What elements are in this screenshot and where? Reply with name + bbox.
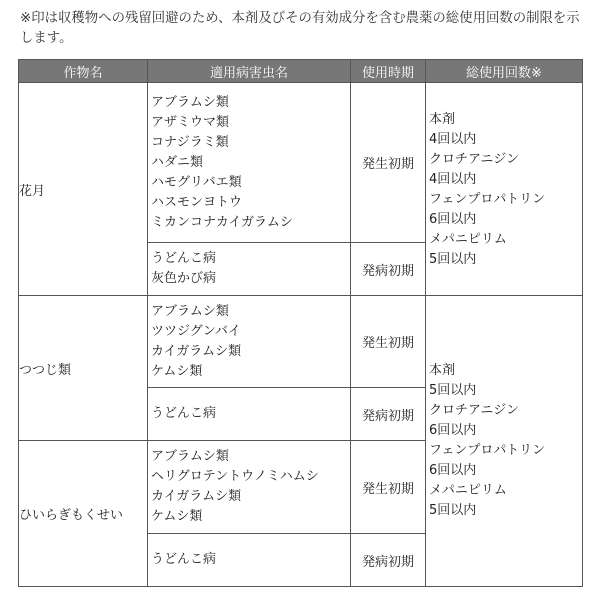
pest-cell bbox=[148, 83, 351, 243]
timing-cell: 発病初期 bbox=[351, 388, 426, 441]
timing-cell: 発生初期 bbox=[351, 296, 426, 388]
pesticide-table bbox=[18, 59, 583, 587]
pest-list: うどんこ病 bbox=[151, 552, 217, 567]
timing-cell: 発病初期 bbox=[351, 534, 426, 587]
header-timing: 使用時期 bbox=[351, 60, 426, 83]
table-header-row bbox=[19, 60, 583, 83]
total-cell bbox=[426, 296, 583, 587]
pest-list: アブラムシ類 ヘリグロテントウノミハムシ カイガラムシ類 ケムシ類 bbox=[151, 449, 319, 524]
pest-list: うどんこ病 灰色かび病 bbox=[151, 251, 217, 286]
header-crop: 作物名 bbox=[19, 60, 148, 83]
timing-cell: 発病初期 bbox=[351, 243, 426, 296]
table-row bbox=[19, 296, 583, 388]
pest-list: アブラムシ類 ツツジグンバイ カイガラムシ類 ケムシ類 bbox=[151, 304, 242, 379]
header-pest: 適用病害虫名 bbox=[148, 60, 351, 83]
pest-cell bbox=[148, 296, 351, 388]
crop-cell: 花月 bbox=[19, 83, 148, 296]
header-total: 総使用回数※ bbox=[426, 60, 583, 83]
timing-cell: 発生初期 bbox=[351, 441, 426, 534]
pest-list: うどんこ病 bbox=[151, 406, 217, 421]
pest-cell bbox=[148, 243, 351, 296]
total-cell bbox=[426, 83, 583, 296]
crop-cell: ひいらぎもくせい bbox=[19, 441, 148, 587]
pest-cell bbox=[148, 534, 351, 587]
crop-cell: つつじ類 bbox=[19, 296, 148, 441]
total-list: 本剤 5回以内 クロチアニジン 6回以内 フェンプロパトリン 6回以内 メパニピリム 5回以内 bbox=[429, 363, 546, 518]
restriction-note: ※印は収穫物への残留回避のため、本剤及びその有効成分を含む農薬の総使用回数の制限を示します。 bbox=[20, 11, 580, 46]
pest-list: アブラムシ類 アザミウマ類 コナジラミ類 ハダニ類 ハモグリバエ類 ハスモンヨトウ ミカンコナカイガラムシ bbox=[151, 95, 293, 230]
total-list: 本剤 4回以内 クロチアニジン 4回以内 フェンプロパトリン 6回以内 メパニピリム 5回以内 bbox=[429, 112, 546, 267]
pest-cell bbox=[148, 388, 351, 441]
pest-cell bbox=[148, 441, 351, 534]
timing-cell: 発生初期 bbox=[351, 83, 426, 243]
table-row bbox=[19, 83, 583, 243]
